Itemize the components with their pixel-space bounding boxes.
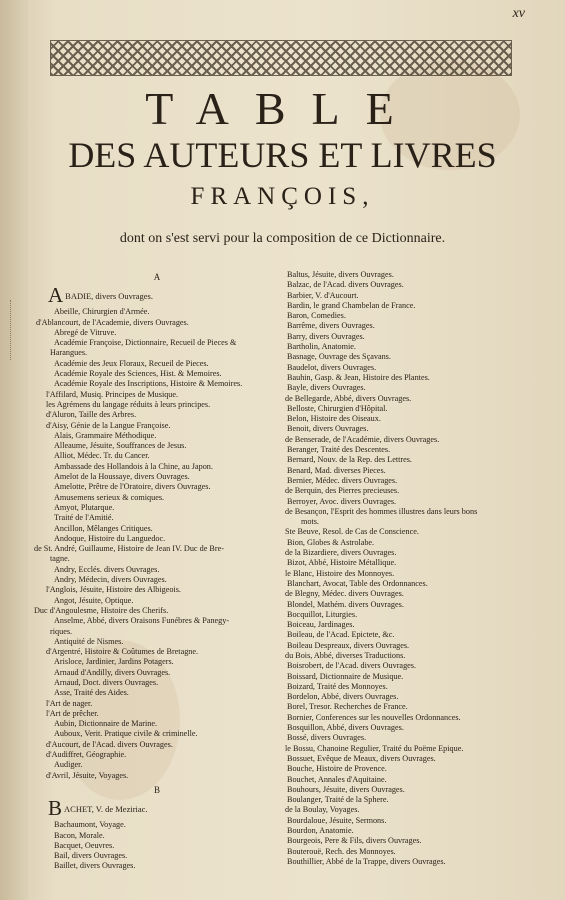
index-entry: Bail, divers Ouvrages. xyxy=(54,851,128,861)
index-entry: Angot, Jésuite, Optique. xyxy=(54,595,134,605)
index-entry: Bernard, Nouv. de la Rep. des Lettres. xyxy=(287,455,412,465)
index-entry: le Bossu, Chanoine Regulier, Traité du Poëme Epique. xyxy=(285,743,464,753)
index-entry: Belon, Histoire des Oiseaux. xyxy=(287,414,381,424)
index-entry: tagne. xyxy=(50,554,70,564)
index-entry: Arnaud, Doct. divers Ouvrages. xyxy=(54,677,159,687)
index-entry: Bossuet, Evêque de Meaux, divers Ouvrages. xyxy=(287,753,436,763)
index-entry: Bartholin, Anatomie. xyxy=(287,342,356,352)
index-entry: Boileau Despreaux, divers Ouvrages. xyxy=(287,640,410,650)
index-entry: de la Boulay, Voyages. xyxy=(285,805,360,815)
index-entry: Arnaud d'Andilly, divers Ouvrages. xyxy=(54,667,171,677)
index-entry: Bordelon, Abbé, divers Ouvrages. xyxy=(287,692,399,702)
index-entry: Boulanger, Traité de la Sphere. xyxy=(287,795,389,805)
index-entry: Baillet, divers Ouvrages. xyxy=(54,861,136,871)
title-line-3: FRANÇOIS, xyxy=(190,183,375,210)
index-entry: Boisrobert, de l'Acad. divers Ouvrages. xyxy=(287,661,417,671)
index-entry: Bouche, Histoire de Provence. xyxy=(287,764,387,774)
index-entry: Baltus, Jésuite, divers Ouvrages. xyxy=(287,270,394,279)
index-entry: Bouthillier, Abbé de la Trappe, divers Ouvrages. xyxy=(287,856,446,866)
margin-marks xyxy=(10,300,29,360)
index-entry: Auboux, Verit. Pratique civile & criminelle. xyxy=(54,729,198,739)
index-entry: Barry, divers Ouvrages. xyxy=(287,331,365,341)
index-entry: Bayle, divers Ouvrages. xyxy=(287,383,366,393)
index-entry: de St. André, Guillaume, Histoire de Jean IV. Duc de Bre- xyxy=(34,544,224,554)
index-entry: Académie Françoise, Dictionnaire, Recueil de Pieces & xyxy=(54,338,237,348)
index-entry: Abeille, Chirurgien d'Armée. xyxy=(54,307,150,317)
index-entry: Bacquet, Oeuvres. xyxy=(54,840,115,850)
index-entry: Bourdaloue, Jésuite, Sermons. xyxy=(287,815,387,825)
index-entry: Asse, Traité des Aides. xyxy=(54,688,129,698)
index-entry: Bacon, Morale. xyxy=(54,830,105,840)
index-entry: Bornier, Conferences sur les nouvelles Ordonnances. xyxy=(287,712,461,722)
index-entry: Bourgeois, Pere & Fils, divers Ouvrages. xyxy=(287,836,422,846)
index-entry: Arisloce, Jardinier, Jardins Potagers. xyxy=(54,657,174,667)
index-entry: Borel, Tresor. Recherches de France. xyxy=(287,702,408,712)
title-line-2: DES AUTEURS ET LIVRES xyxy=(68,135,497,175)
subtitle: dont on s'est servi pour la composition de ce Dictionnaire. xyxy=(119,231,446,246)
index-entry: l'Art de prêcher. xyxy=(46,708,99,718)
index-entry: Bourdon, Anatomie. xyxy=(287,826,354,836)
index-entry: les Agrémens du langage réduits à leurs principes. xyxy=(46,399,211,409)
index-entry: de Bellegarde, Abbé, divers Ouvrages. xyxy=(285,393,412,403)
index-entry: de Benserade, de l'Académie, divers Ouvrages. xyxy=(285,434,440,444)
index-entry: Boizard, Traité des Monnoyes. xyxy=(287,681,388,691)
index-entry: de Besançon, l'Esprit des hommes illustres dans leurs bons xyxy=(285,506,478,516)
index-entry: Andoque, Histoire du Languedoc. xyxy=(54,533,166,543)
index-entry: Duc d'Angoulesme, Histoire des Cherifs. xyxy=(34,605,169,615)
index-entry: Boileau, de l'Acad. Epictete, &c. xyxy=(287,630,395,640)
index-entry: Bardin, le grand Chambelan de France. xyxy=(287,300,416,310)
index-entry: Alleaume, Jésuite, Souffrances de Jesus. xyxy=(54,441,187,451)
index-entry: l'Affilard, Musiq. Principes de Musique. xyxy=(46,389,179,399)
index-entry: Ancillon, Mêlanges Critiques. xyxy=(54,523,153,533)
index-entry: Alais, Grammaire Méthodique. xyxy=(54,430,157,440)
section-heading-a: A xyxy=(153,272,161,282)
index-entry: l'Anglois, Jésuite, Histoire des Albigeois. xyxy=(46,585,181,595)
index-entry: Amyot, Plutarque. xyxy=(54,502,115,512)
index-entry: d'Aisy, Génie de la Langue Françoise. xyxy=(46,420,171,430)
first-entry-b xyxy=(32,798,282,820)
index-entry: Beranger, Traité des Descentes. xyxy=(287,445,391,455)
index-entry: Blondel, Mathém. divers Ouvrages. xyxy=(287,599,404,609)
index-entry: Barrême, divers Ouvrages. xyxy=(287,321,375,331)
left-column xyxy=(32,270,282,872)
index-entry: Bocquillot, Liturgies. xyxy=(287,609,358,619)
index-entry: Andry, Ecclés. divers Ouvrages. xyxy=(54,564,160,574)
index-entry: Bizot, Abbé, Histoire Métallique. xyxy=(287,558,397,568)
index-entry: Blanchart, Avocat, Table des Ordonnances. xyxy=(287,578,428,588)
index-entry: mots. xyxy=(301,517,319,527)
index-entry: le Blanc, Histoire des Monnoyes. xyxy=(285,568,395,578)
index-entry: de la Bizardiere, divers Ouvrages. xyxy=(285,548,397,558)
index-entry: Bion, Globes & Astrolabe. xyxy=(287,537,375,547)
index-entry: riques. xyxy=(50,626,73,636)
index-entry: Harangues. xyxy=(50,348,88,358)
index-entry: Amelotte, Prêtre de l'Oratoire, divers Ouvrages. xyxy=(54,482,211,492)
index-entry: Berroyer, Avoc. divers Ouvrages. xyxy=(287,496,397,506)
index-entry: d'Argentré, Histoire & Coûtumes de Bretagne. xyxy=(46,647,199,657)
drop-letter-a: A xyxy=(48,283,64,308)
index-entry: Bouchet, Annales d'Aquitaine. xyxy=(287,774,387,784)
index-entry: Abregé de Vitruve. xyxy=(54,327,117,337)
index-entry: Bosquillon, Abbé, divers Ouvrages. xyxy=(287,723,404,733)
index-entry: Audiger. xyxy=(54,760,83,770)
index-entry: d'Ablancourt, de l'Academie, divers Ouvrages. xyxy=(36,317,189,327)
section-heading-b: B xyxy=(153,784,160,795)
right-column xyxy=(283,270,545,867)
index-entry: Balzac, de l'Acad. divers Ouvrages. xyxy=(287,280,404,290)
index-entry: Barbier, V. d'Aucourt. xyxy=(287,290,359,300)
entries-b-list xyxy=(32,820,282,871)
index-entry: Basnage, Ouvrage des Sçavans. xyxy=(287,352,391,362)
index-entry: Alliot, Médec. Tr. du Cancer. xyxy=(54,451,150,461)
page-number: xv xyxy=(512,6,525,21)
index-entry: Ambassade des Hollandois à la Chine, au Japon. xyxy=(54,461,213,471)
index-entry: Boiceau, Jardinages. xyxy=(287,620,355,630)
index-entry: du Bois, Abbé, diverses Traductions. xyxy=(285,650,406,660)
index-entry: Bachaumont, Voyage. xyxy=(54,820,126,830)
index-entry: Bernier, Médec. divers Ouvrages. xyxy=(287,475,398,485)
index-entry: d'Audiffret, Géographie. xyxy=(46,750,127,760)
entries-right-list xyxy=(283,270,545,867)
title-line-1: TABLE xyxy=(145,83,420,134)
index-entry: Antiquité de Nismes. xyxy=(54,636,124,646)
entry-text: BADIE, divers Ouvrages. xyxy=(65,291,153,302)
drop-letter-b: B xyxy=(48,796,63,821)
index-entry: Anselme, Abbé, divers Oraisons Funébres & Panegy- xyxy=(54,616,230,626)
index-entry: Ste Beuve, Resol. de Cas de Conscience. xyxy=(285,527,419,537)
decorative-headpiece xyxy=(50,40,512,76)
first-entry-a xyxy=(32,285,282,307)
index-entry: Académie Royale des Sciences, Hist. & Memoires. xyxy=(54,369,222,379)
index-entry: de Berquin, des Pierres precieuses. xyxy=(285,486,400,496)
index-entry: Andry, Médecin, divers Ouvrages. xyxy=(54,575,167,585)
index-entry: de Blegny, Médec. divers Ouvrages. xyxy=(285,589,404,599)
index-entry: Benard, Mad. diverses Pieces. xyxy=(287,465,386,475)
index-entry: d'Aucourt, de l'Acad. divers Ouvrages. xyxy=(46,739,173,749)
index-entry: Bossé, divers Ouvrages. xyxy=(287,733,367,743)
index-entry: Aubin, Dictionnaire de Marine. xyxy=(54,719,157,729)
index-entry: Boissard, Dictionnaire de Musique. xyxy=(287,671,404,681)
index-entry: Académie Royale des Inscriptions, Histoire & Memoires. xyxy=(54,379,243,389)
index-entry: Amusemens serieux & comiques. xyxy=(54,492,165,502)
entry-text: ACHET, V. de Meziriac. xyxy=(64,804,148,815)
index-entry: Bouhours, Jésuite, divers Ouvrages. xyxy=(287,784,405,794)
index-entry: d'Aluron, Taille des Arbres. xyxy=(46,410,137,420)
index-entry: l'Art de nager. xyxy=(46,698,93,708)
index-entry: Académie des Jeux Floraux, Recueil de Pieces. xyxy=(54,358,209,368)
index-entry: Belloste, Chirurgien d'Hôpital. xyxy=(287,403,388,413)
index-entry: Baron, Comedies. xyxy=(287,311,346,321)
index-entry: Bouterouë, Rech. des Monnoyes. xyxy=(287,846,396,856)
entries-a-list xyxy=(32,307,282,781)
index-entry: d'Avril, Jésuite, Voyages. xyxy=(46,770,129,780)
index-entry: Bauhin, Gasp. & Jean, Histoire des Plantes. xyxy=(287,372,430,382)
index-entry: Amelot de la Houssaye, divers Ouvrages. xyxy=(54,472,190,482)
index-entry: Baudelot, divers Ouvrages. xyxy=(287,362,377,372)
index-entry: Traité de l'Amitié. xyxy=(54,513,114,523)
index-entry: Benoit, divers Ouvrages. xyxy=(287,424,369,434)
